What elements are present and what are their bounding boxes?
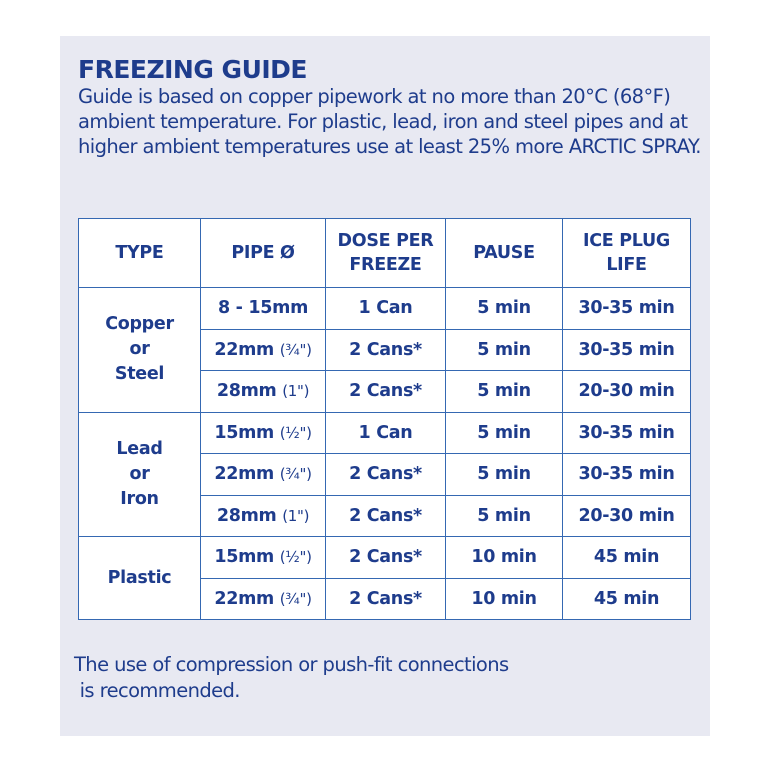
ice-plug-life-cell: 30-35 min — [563, 412, 691, 454]
pipe-size-cell: 15mm (½") — [201, 412, 326, 454]
pipe-size-cell: 28mm (1") — [201, 371, 326, 413]
pipe-size-cell: 15mm (½") — [201, 537, 326, 579]
dose-cell: 2 Cans* — [326, 329, 446, 371]
header-pause: PAUSE — [446, 219, 563, 288]
freezing-guide-panel — [60, 36, 710, 736]
freezing-guide-table — [78, 218, 691, 620]
table-row — [79, 537, 691, 579]
pause-cell: 5 min — [446, 371, 563, 413]
pipe-size-cell: 22mm (¾") — [201, 578, 326, 620]
ice-plug-life-cell: 30-35 min — [563, 288, 691, 330]
pipe-size-cell: 28mm (1") — [201, 495, 326, 537]
dose-cell: 2 Cans* — [326, 537, 446, 579]
dose-cell: 2 Cans* — [326, 454, 446, 496]
pause-cell: 5 min — [446, 454, 563, 496]
pause-cell: 5 min — [446, 495, 563, 537]
pipe-size-cell: 8 - 15mm — [201, 288, 326, 330]
dose-cell: 1 Can — [326, 288, 446, 330]
pipe-type-cell: Plastic — [79, 537, 201, 620]
pause-cell: 5 min — [446, 288, 563, 330]
table-row — [79, 412, 691, 454]
ice-plug-life-cell: 20-30 min — [563, 371, 691, 413]
pause-cell: 10 min — [446, 537, 563, 579]
header-pipe: PIPE Ø — [201, 219, 326, 288]
ice-plug-life-cell: 45 min — [563, 537, 691, 579]
table-row — [79, 288, 691, 330]
ice-plug-life-cell: 30-35 min — [563, 329, 691, 371]
pause-cell: 5 min — [446, 412, 563, 454]
guide-intro: Guide is based on copper pipework at no more than 20°C (68°F) ambient temperature. For plastic, lead, iron and steel pipes and at higher ambient temperatures use at least 25% more ARCTIC SPRAY. — [78, 85, 701, 158]
dose-cell: 2 Cans* — [326, 578, 446, 620]
header-dose: DOSE PER FREEZE — [326, 219, 446, 288]
dose-cell: 2 Cans* — [326, 495, 446, 537]
header-type: TYPE — [79, 219, 201, 288]
ice-plug-life-cell: 20-30 min — [563, 495, 691, 537]
ice-plug-life-cell: 45 min — [563, 578, 691, 620]
dose-cell: 1 Can — [326, 412, 446, 454]
dose-cell: 2 Cans* — [326, 371, 446, 413]
pipe-size-cell: 22mm (¾") — [201, 454, 326, 496]
pipe-type-cell: Lead or Iron — [79, 412, 201, 537]
ice-plug-life-cell: 30-35 min — [563, 454, 691, 496]
pipe-type-cell: Copper or Steel — [79, 288, 201, 413]
pause-cell: 5 min — [446, 329, 563, 371]
header-life: ICE PLUG LIFE — [563, 219, 691, 288]
guide-title: FREEZING GUIDE — [78, 55, 308, 84]
pipe-size-cell: 22mm (¾") — [201, 329, 326, 371]
pause-cell: 10 min — [446, 578, 563, 620]
guide-footer: The use of compression or push-fit connections is recommended. — [74, 653, 509, 702]
table-header-row — [79, 219, 691, 288]
